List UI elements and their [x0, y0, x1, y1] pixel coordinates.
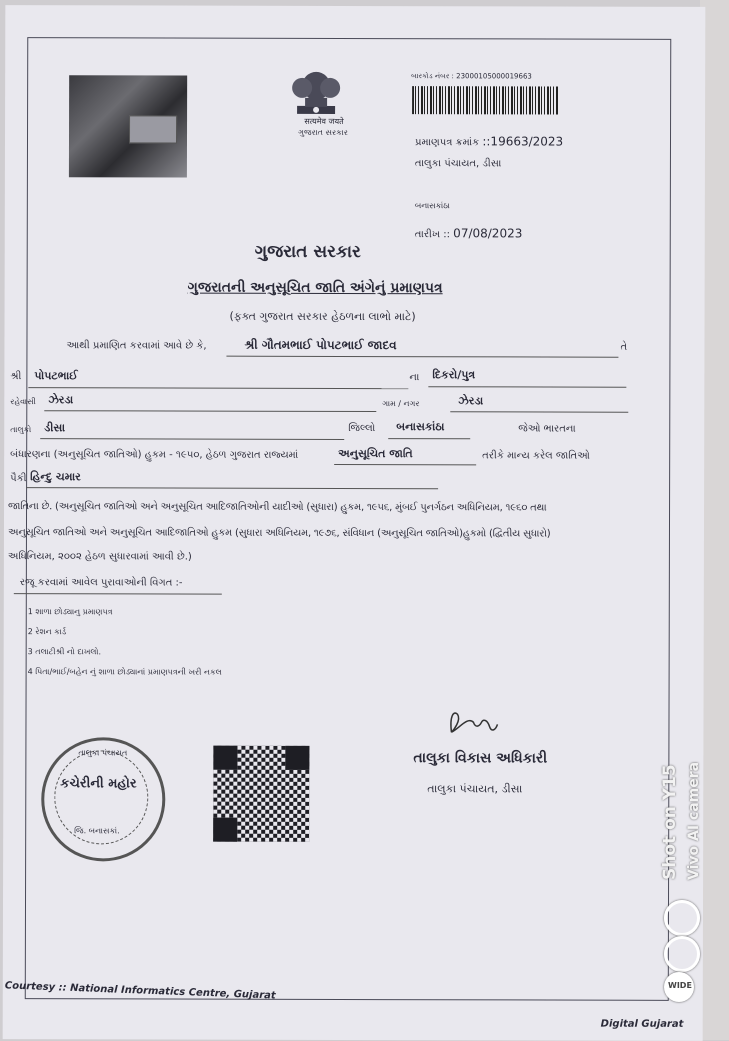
government-title: ગુજરાત સરકાર: [254, 241, 361, 263]
seal-bottom-text: જિ. બનાસકાં.: [74, 826, 120, 836]
intro-text: આથી પ્રમાણિત કરવામાં આવે છે કે,: [66, 340, 207, 352]
watermark-circle-2: [664, 936, 700, 972]
certificate-subtitle: (ફક્ત ગુજરાત સરકાર હેઠળના લાભો માટે): [229, 309, 416, 324]
officer-title: તાલુકા વિકાસ અધિકારી: [413, 750, 548, 767]
indian-text: જેઓ ભારતના: [518, 423, 576, 435]
emblem-motto: सत्यमेव जयते: [304, 116, 344, 126]
office-seal: [41, 737, 165, 861]
district-value: બનાસકાંઠા: [396, 420, 445, 434]
applicant-name: શ્રી ગૌતમભાઈ પોપટભાઈ જાદવ: [244, 337, 397, 353]
father-name: પોપટભાઈ: [34, 369, 78, 383]
camera-watermark: [650, 700, 729, 880]
watermark-badge: WIDE: [664, 972, 694, 1002]
shri-label: શ્રી: [10, 371, 22, 383]
footer-courtesy: Courtesy :: National Informatics Centre, Gujarat: [4, 980, 276, 1002]
resident-value: ઝેરડા: [48, 393, 74, 407]
verification-qr-code: [213, 746, 309, 842]
barcode-number: બારકોડ નંબર : 23000105000019663: [411, 72, 532, 81]
constitution-text: બંધારણના (અનુસૂચિત જાતિઓ) હુકમ - ૧૯૫૦, હેઠળ ગુજરાત રાજ્યમાં: [10, 449, 299, 461]
seal-top-text: તાલુકા પંચાયત: [78, 748, 128, 758]
issuing-district: બનાસકાંઠા: [414, 201, 450, 211]
emblem-caption: ગુજરાત સરકાર: [298, 127, 348, 137]
category-value: અનુસૂચિત જાતિ: [338, 446, 413, 461]
taluka-label: તાલુકો: [10, 425, 32, 435]
officer-signature-icon: [443, 706, 503, 740]
document-item-3: 3 તલાટીશ્રી નો દાખલો.: [27, 647, 102, 657]
seal-middle-text: કચેરીની મહોર: [60, 776, 137, 792]
certificate-number: પ્રમાણપત્ર ક્રમાંક ::19663/2023: [414, 134, 564, 149]
applicant-photo: [69, 75, 187, 177]
village-label: ગામ / નગર: [382, 399, 420, 409]
na-label: ના: [409, 372, 420, 384]
legal-para-line1: જાતિના છે. (અનુસૂચિત જાતિઓ અને અનુસૂચિત આદિજાતિઓની યાદીઓ (સુધારા) હુકમ, ૧૯૫૬, મુંબઈ પુનર્ગઠન અધિનિયમ, ૧૯૬૦ તથા: [8, 501, 547, 514]
documents-heading: રજૂ કરવામાં આવેલ પુરાવાઓની વિગત :-: [19, 577, 183, 589]
resident-label: રહેવાસી: [10, 397, 36, 407]
document-item-2: 2 રેશન કાર્ડ: [27, 627, 67, 637]
document-item-4: 4 પિતા/ભાઈ/બહેન નું શાળા છોડ્યાનાં પ્રમાણપત્રની ખરી નકલ: [27, 667, 222, 677]
document-item-1: 1 શાળા છોડ્યાનુ પ્રમાણપત્ર: [27, 607, 113, 617]
village-value: ઝેરડા: [458, 394, 484, 408]
caste-prefix: પૈકી: [10, 473, 27, 485]
footer-brand: Digital Gujarat: [600, 1018, 684, 1030]
issue-date: તારીખ :: 07/08/2023: [414, 226, 523, 241]
taluka-value: ડીસા: [44, 421, 66, 435]
legal-para-line2: અનુસૂચિત જાતિઓ અને અનુસૂચિત આદિજાતિઓ હુકમ (સુધારા અધિનિયમ, ૧૯૭૬, સંવિધાન (અનુસૂચિત જાતિઓ)હુકમો (દ્વિતીય સુધારો): [7, 527, 551, 540]
district-label: જિલ્લો: [348, 422, 376, 435]
barcode: [412, 86, 558, 114]
recognized-text: તરીકે માન્ય કરેલ જાતિઓ: [482, 450, 590, 462]
te-text: તે: [620, 341, 628, 353]
watermark-line1: Shot on Y15: [660, 764, 680, 880]
certificate-title: ગુજરાતની અનુસૂચિત જાતિ અંગેનું પ્રમાણપત્ર: [187, 279, 443, 297]
officer-office: તાલુકા પંચાયત, ડીસા: [427, 782, 523, 796]
issuing-office: તાલુકા પંચાયત, ડીસા: [414, 158, 502, 170]
watermark-circle-1: [664, 900, 700, 936]
caste-value: હિન્દુ ચમાર: [30, 470, 81, 484]
watermark-line2: Vivo AI camera: [686, 761, 702, 880]
relation: દિકરો/પુત્ર: [432, 368, 476, 382]
legal-para-line3: અધિનિયમ, ૨૦૦૨ હેઠળ સુધારવામાં આવી છે.): [7, 551, 192, 563]
certificate-paper: [3, 5, 706, 1041]
